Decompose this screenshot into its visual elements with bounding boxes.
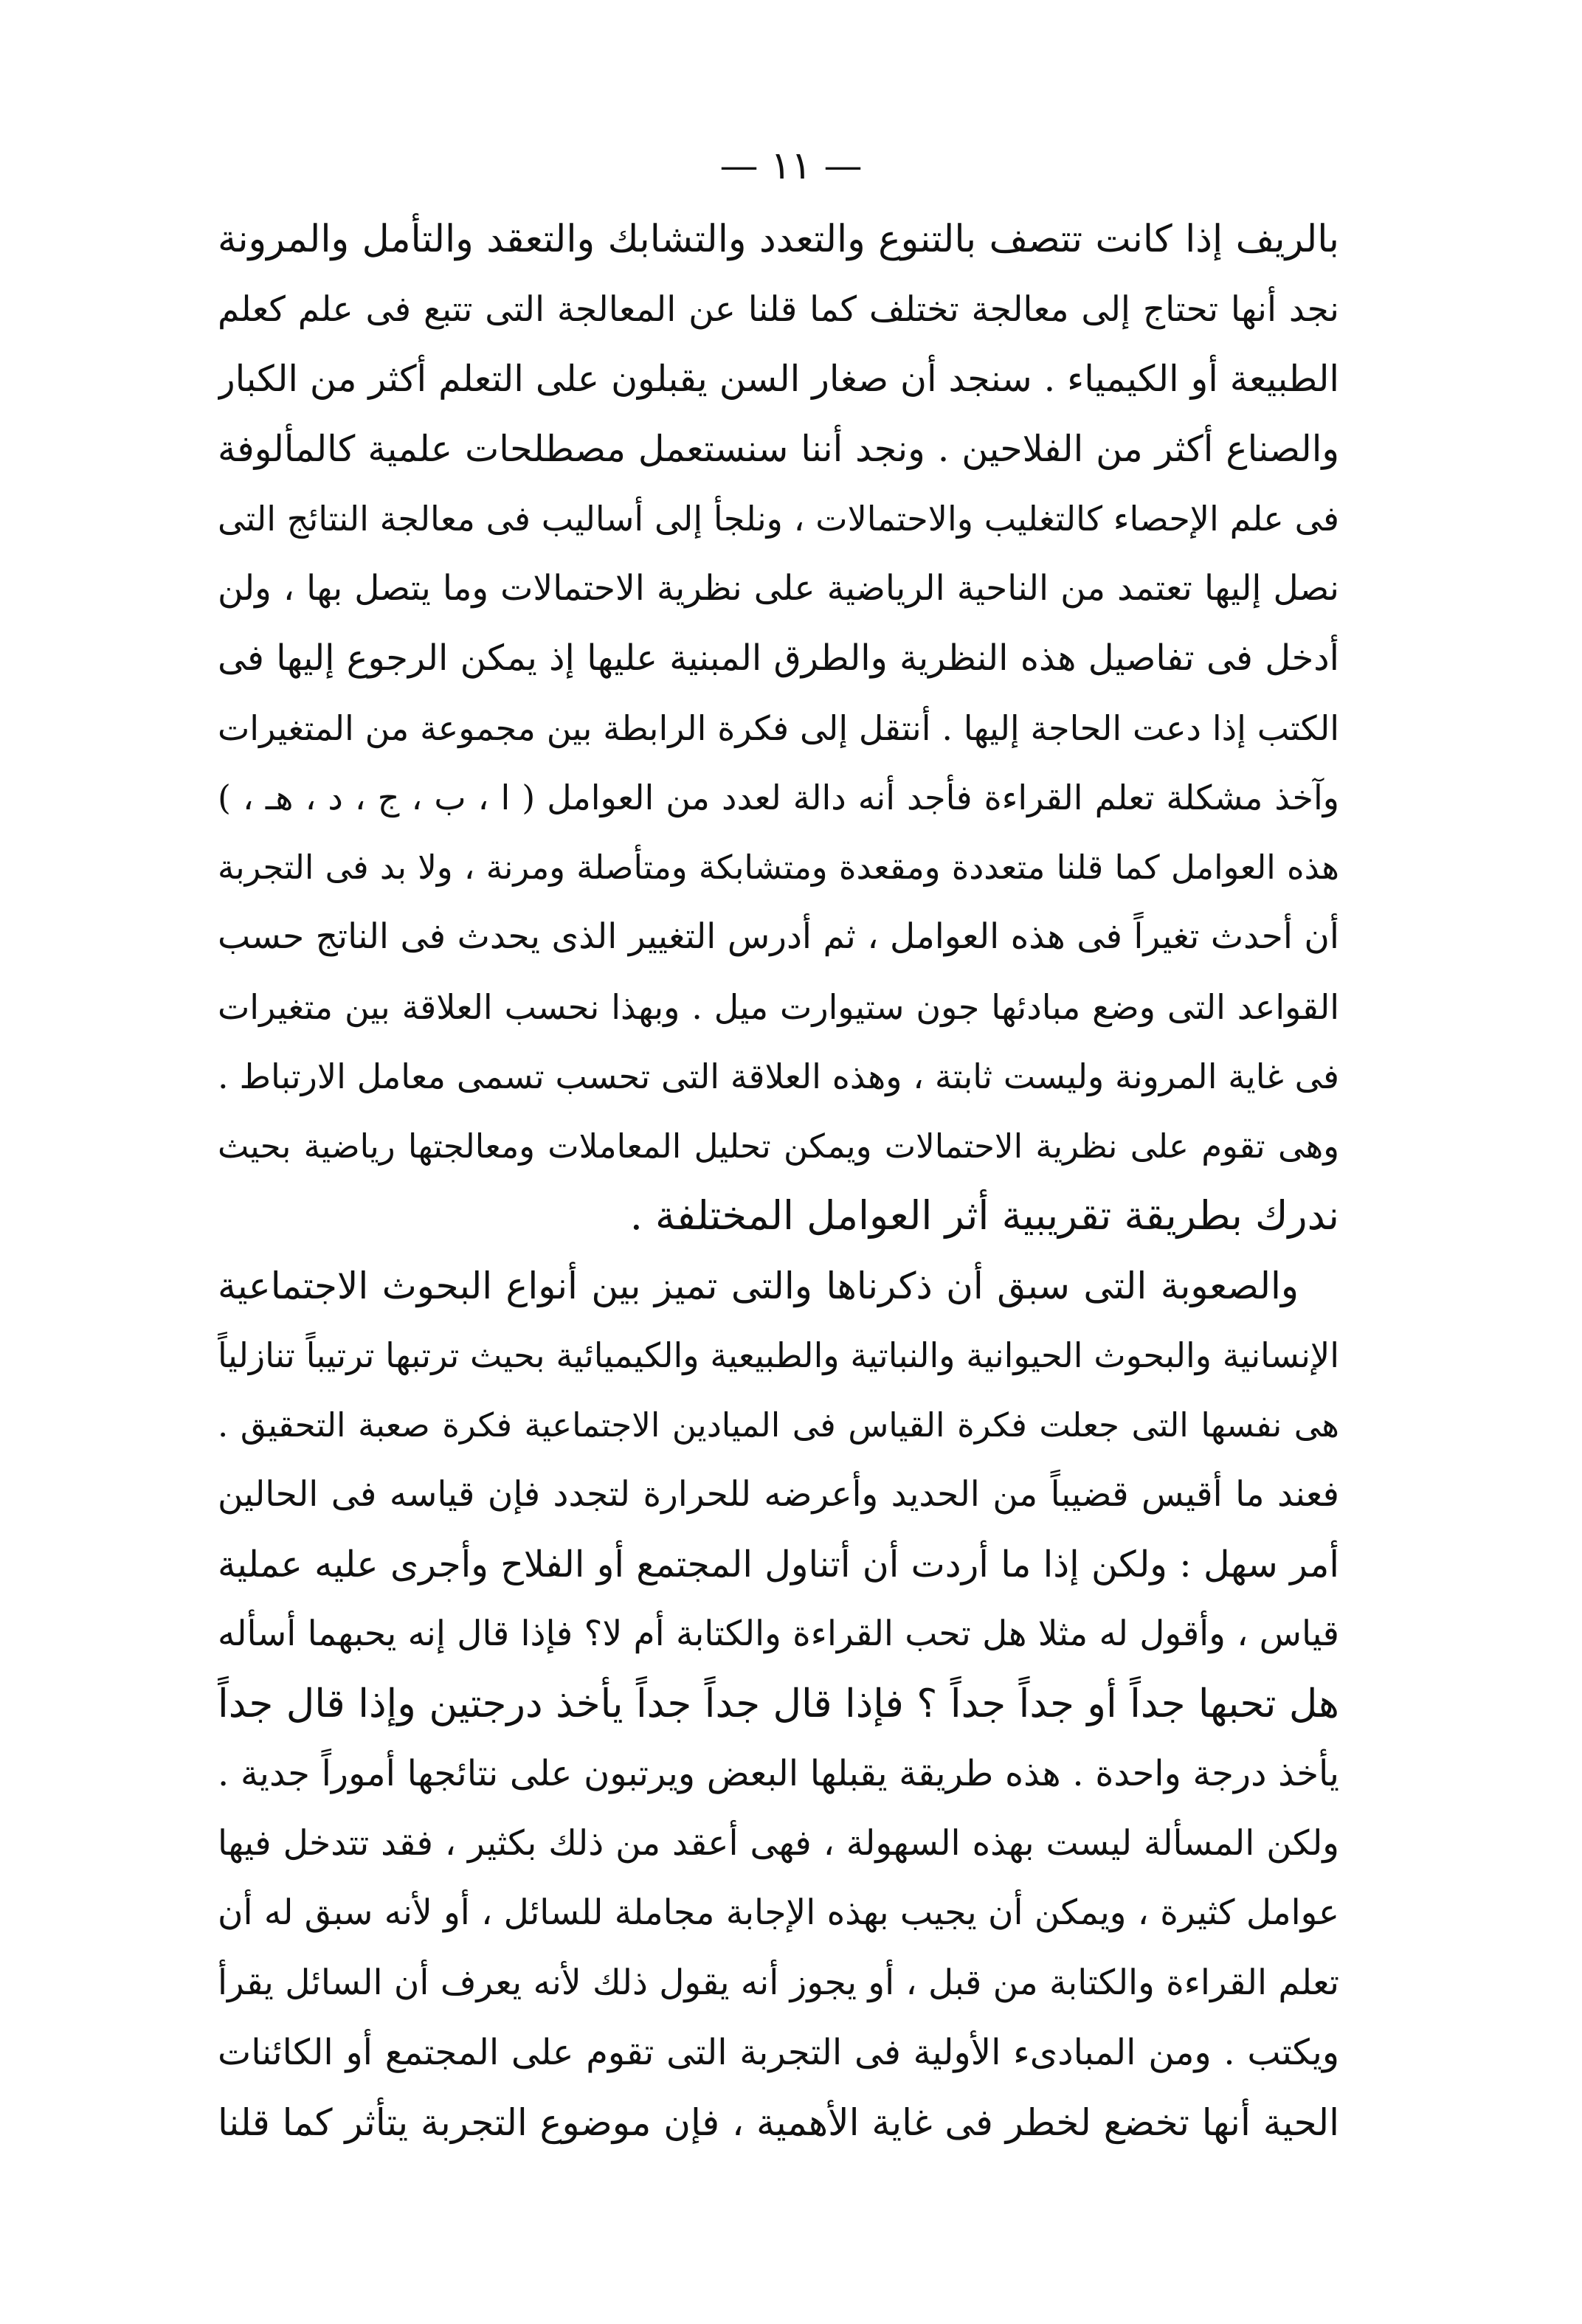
text-line: أمر سهل : ولكن إذا ما أردت أن أتناول المجتمع أو الفلاح وأجرى عليه عملية [218,1543,1339,1585]
text-line: فى غاية المرونة وليست ثابتة ، وهذه العلاقة التى تحسب تسمى معامل الارتباط . [218,1056,1339,1096]
text-line: عوامل كثيرة ، ويمكن أن يجيب بهذه الإجابة مجاملة للسائل ، أو لأنه سبق له أن [218,1892,1339,1933]
text-line: ولكن المسألة ليست بهذه السهولة ، فهى أعقد من ذلك بكثير ، فقد تتدخل فيها [218,1822,1339,1864]
text-line: هل تحبها جداً أو جداً جداً ؟ فإذا قال جداً جداً يأخذ درجتين وإذا قال جداً [218,1681,1339,1726]
text-line: نصل إليها تعتمد من الناحية الرياضية على نظرية الاحتمالات وما يتصل بها ، ولن [218,567,1339,609]
text-line: فعند ما أقيس قضيباً من الحديد وأعرضه للحرارة لتجدد فإن قياسه فى الحالين [218,1474,1339,1515]
text-line: هذه العوامل كما قلنا متعددة ومقعدة ومتشابكة ومتأصلة ومرنة ، ولا بد فى التجربة [218,847,1339,887]
text-line: الإنسانية والبحوث الحيوانية والنباتية والطبيعية والكيميائية بحيث ترتبها ترتيباً تنازلياً [218,1335,1339,1375]
text-line: تعلم القراءة والكتابة من قبل ، أو يجوز أنه يقول ذلك لأنه يعرف أن السائل يقرأ [218,1962,1339,2003]
text-line: هى نفسها التى جعلت فكرة القياس فى الميادين الاجتماعية فكرة صعبة التحقيق . [218,1405,1339,1445]
text-line: نجد أنها تحتاج إلى معالجة تختلف كما قلنا عن المعالجة التى تتبع فى علم كعلم [218,288,1339,330]
text-line: وآخذ مشكلة تعلم القراءة فأجد أنه دالة لعدد من العوامل ( ا ، ب ، ج ، د ، هـ ، ) [218,778,1339,817]
text-line: وهى تقوم على نظرية الاحتمالات ويمكن تحليل المعاملات ومعالجتها رياضية بحيث [218,1126,1339,1166]
text-line: أن أحدث تغيراً فى هذه العوامل ، ثم أدرس التغيير الذى يحدث فى الناتج حسب [218,916,1339,957]
page-number: — ١١ — [719,144,863,188]
text-line: الكتب إذا دعت الحاجة إليها . أنتقل إلى فكرة الرابطة بين مجموعة من المتغيرات [218,708,1339,748]
text-line: ندرك بطريقة تقريبية أثر العوامل المختلفة . [629,1192,1339,1239]
text-line: الطبيعة أو الكيمياء . سنجد أن صغار السن يقبلون على التعلم أكثر من الكبار [218,358,1339,400]
text-line: ويكتب . ومن المبادىء الأولية فى التجربة التى تقوم على المجتمع أو الكائنات [218,2032,1339,2073]
text-line: والصناع أكثر من الفلاحين . ونجد أننا سنستعمل مصطلحات علمية كالمألوفة [218,427,1339,470]
text-line: والصعوبة التى سبق أن ذكرناها والتى تميز بين أنواع البحوث الاجتماعية [218,1264,1299,1307]
text-line: بالريف إذا كانت تتصف بالتنوع والتعدد والتشابك والتعقد والتأمل والمرونة [218,218,1339,261]
text-line: قياس ، وأقول له مثلا هل تحب القراءة والكتابة أم لا؟ فإذا قال إنه يحبهما أسأله [218,1614,1339,1654]
text-line: القواعد التى وضع مبادئها جون ستيوارت ميل . وبهذا نحسب العلاقة بين متغيرات [218,986,1339,1027]
body-text [218,205,1339,2157]
text-line: فى علم الإحصاء كالتغليب والاحتمالات ، ونلجأ إلى أساليب فى معالجة النتائج التى [218,499,1339,539]
text-line: الحية أنها تخضع لخطر فى غاية الأهمية ، فإن موضوع التجربة يتأثر كما قلنا [218,2100,1339,2144]
text-line: يأخذ درجة واحدة . هذه طريقة يقبلها البعض ويرتبون على نتائجها أموراً جدية . [218,1753,1339,1794]
text-line: أدخل فى تفاصيل هذه النظرية والطرق المبنية عليها إذ يمكن الرجوع إليها فى [218,637,1339,679]
